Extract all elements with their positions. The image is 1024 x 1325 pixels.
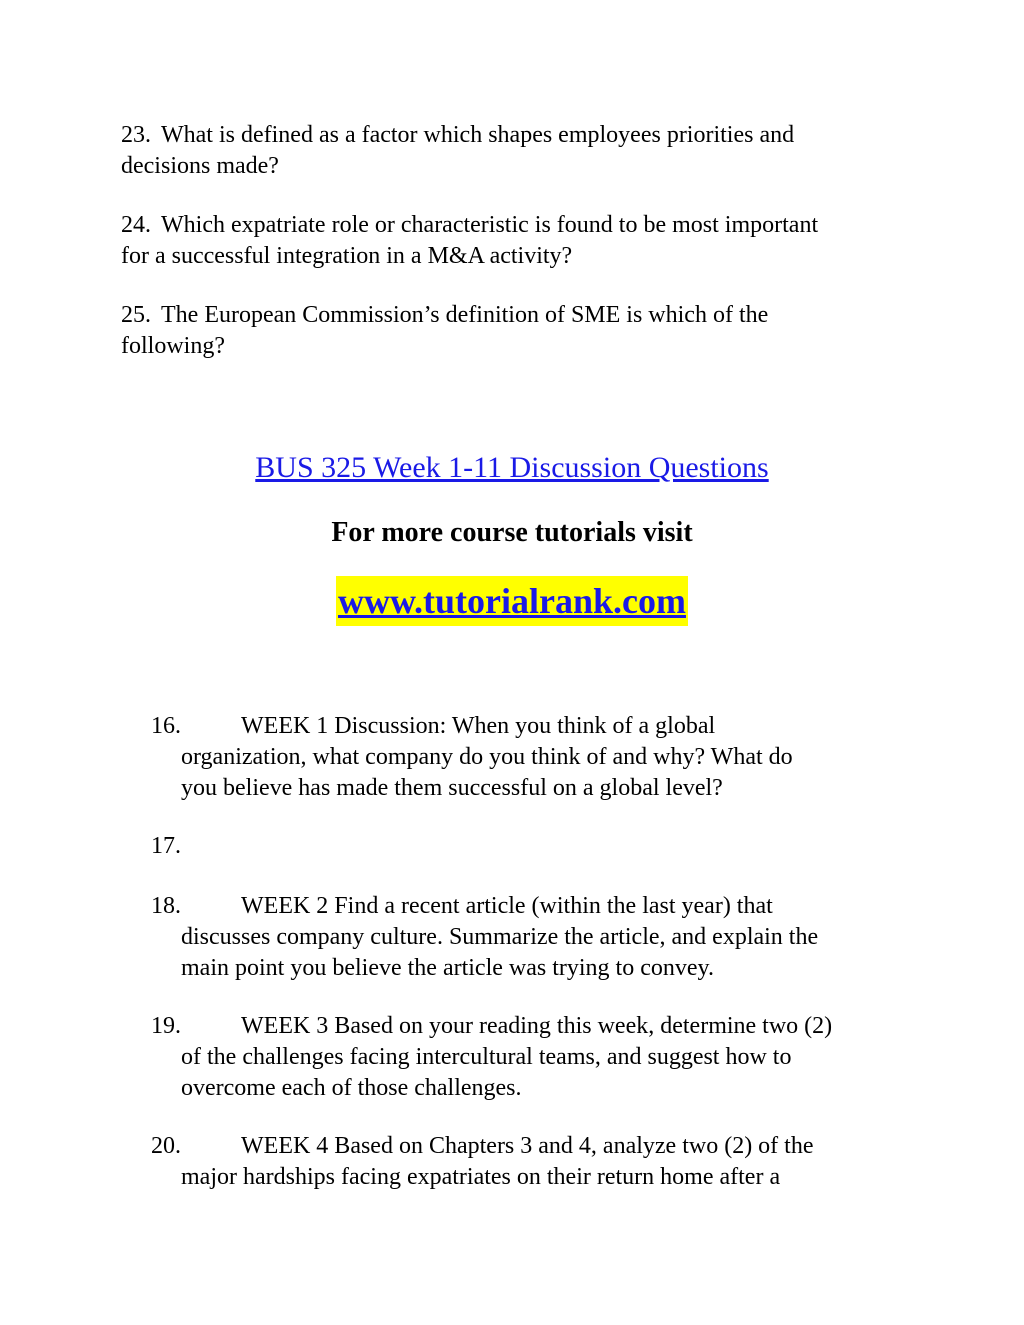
list-item-20	[151, 1131, 911, 1193]
question-text-line1: The European Commission’s definition of SME is which of the	[161, 302, 769, 328]
list-item-line2: organization, what company do you think of and why? What do	[181, 744, 793, 770]
course-title-link[interactable]: BUS 325 Week 1-11 Discussion Questions	[255, 451, 769, 484]
website-highlight	[336, 576, 688, 626]
question-25	[121, 300, 911, 362]
list-item-number: 18.	[151, 893, 181, 919]
list-item-number: 19.	[151, 1013, 181, 1039]
list-item-line1: WEEK 2 Find a recent article (within the last year) that	[241, 893, 773, 919]
question-24	[121, 210, 911, 272]
list-item-number: 16.	[151, 713, 181, 739]
question-text-line2: following?	[121, 333, 225, 359]
list-item-18	[151, 891, 911, 984]
list-item-line1: WEEK 4 Based on Chapters 3 and 4, analyze two (2) of the	[241, 1133, 814, 1159]
list-item-line3: you believe has made them successful on a global level?	[181, 775, 723, 801]
visit-text: For more course tutorials visit	[331, 517, 693, 548]
list-item-number: 20.	[151, 1133, 181, 1159]
list-item-line3: overcome each of those challenges.	[181, 1075, 522, 1101]
question-text-line2: decisions made?	[121, 153, 279, 179]
list-item-17	[151, 831, 911, 862]
list-item-16	[151, 711, 911, 804]
website-link[interactable]: www.tutorialrank.com	[338, 581, 686, 621]
question-number: 25.	[121, 302, 151, 328]
list-item-number: 17.	[151, 833, 181, 859]
list-item-line2: of the challenges facing intercultural teams, and suggest how to	[181, 1044, 792, 1070]
list-item-line1: WEEK 1 Discussion: When you think of a global	[241, 713, 716, 739]
question-number: 24.	[121, 212, 151, 238]
website-banner	[0, 576, 1024, 626]
question-text-line1: What is defined as a factor which shapes employees priorities and	[161, 122, 795, 148]
question-text-line1: Which expatriate role or characteristic is found to be most important	[161, 212, 819, 238]
list-item-19	[151, 1011, 911, 1104]
list-item-line3: main point you believe the article was trying to convey.	[181, 955, 714, 981]
course-title	[0, 450, 1024, 486]
question-text-line2: for a successful integration in a M&A activity?	[121, 243, 573, 269]
question-23	[121, 120, 911, 182]
list-item-line2: discusses company culture. Summarize the article, and explain the	[181, 924, 819, 950]
question-number: 23.	[121, 122, 151, 148]
list-item-line2: major hardships facing expatriates on their return home after a	[181, 1164, 781, 1190]
list-item-line1: WEEK 3 Based on your reading this week, determine two (2)	[241, 1013, 833, 1039]
